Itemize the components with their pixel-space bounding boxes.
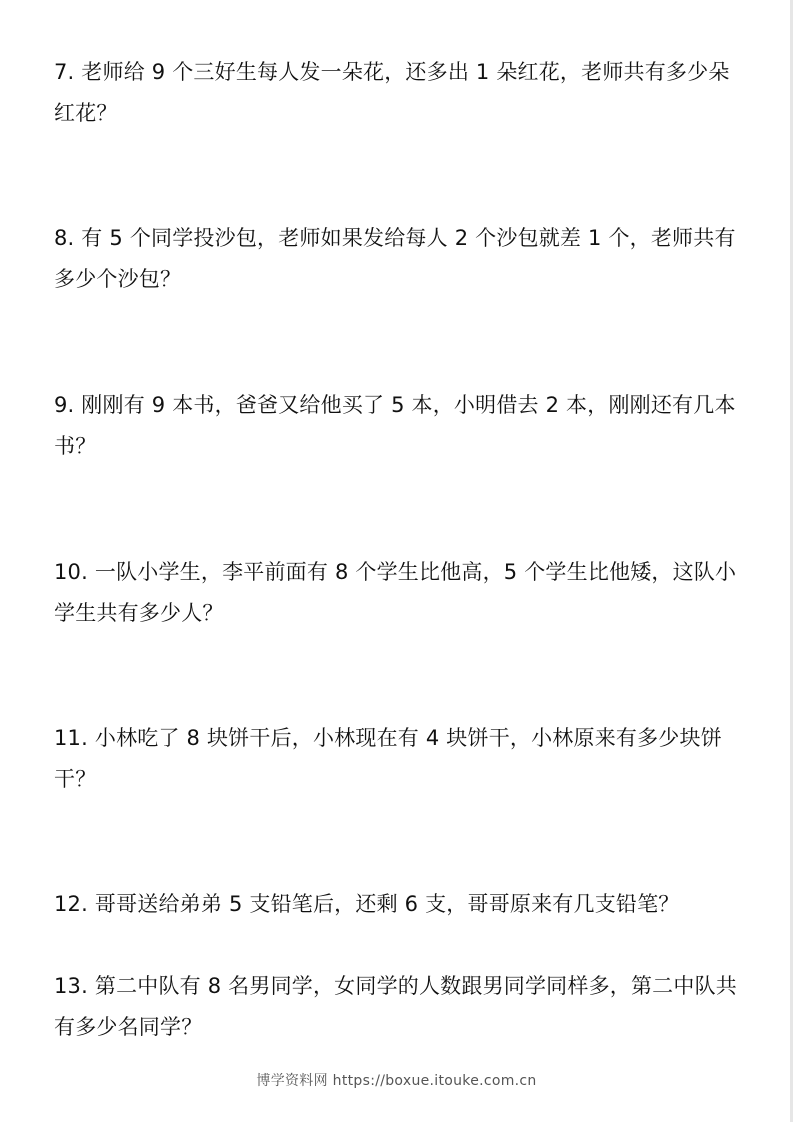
question-13: 13. 第二中队有 8 名男同学，女同学的人数跟男同学同样多，第二中队共有多少名同学？ [54, 974, 737, 1039]
question-9: 9. 刚刚有 9 本书，爸爸又给他买了 5 本，小明借去 2 本，刚刚还有几本书？ [54, 393, 736, 458]
question-10: 10. 一队小学生，李平前面有 8 个学生比他高，5 个学生比他矮，这队小学生共有多少人？ [54, 560, 737, 625]
question-7: 7. 老师给 9 个三好生每人发一朵花，还多出 1 朵红花，老师共有多少朵红花？ [54, 60, 730, 125]
question-12: 12. 哥哥送给弟弟 5 支铅笔后，还剩 6 支，哥哥原来有几支铅笔？ [54, 892, 680, 916]
question-11: 11. 小林吃了 8 块饼干后，小林现在有 4 块饼干，小林原来有多少块饼干？ [54, 726, 722, 791]
question-8: 8. 有 5 个同学投沙包，老师如果发给每人 2 个沙包就差 1 个，老师共有多少个沙包？ [54, 226, 736, 291]
footer-source: 博学资料网 https://boxue.itouke.com.cn [256, 1073, 537, 1089]
